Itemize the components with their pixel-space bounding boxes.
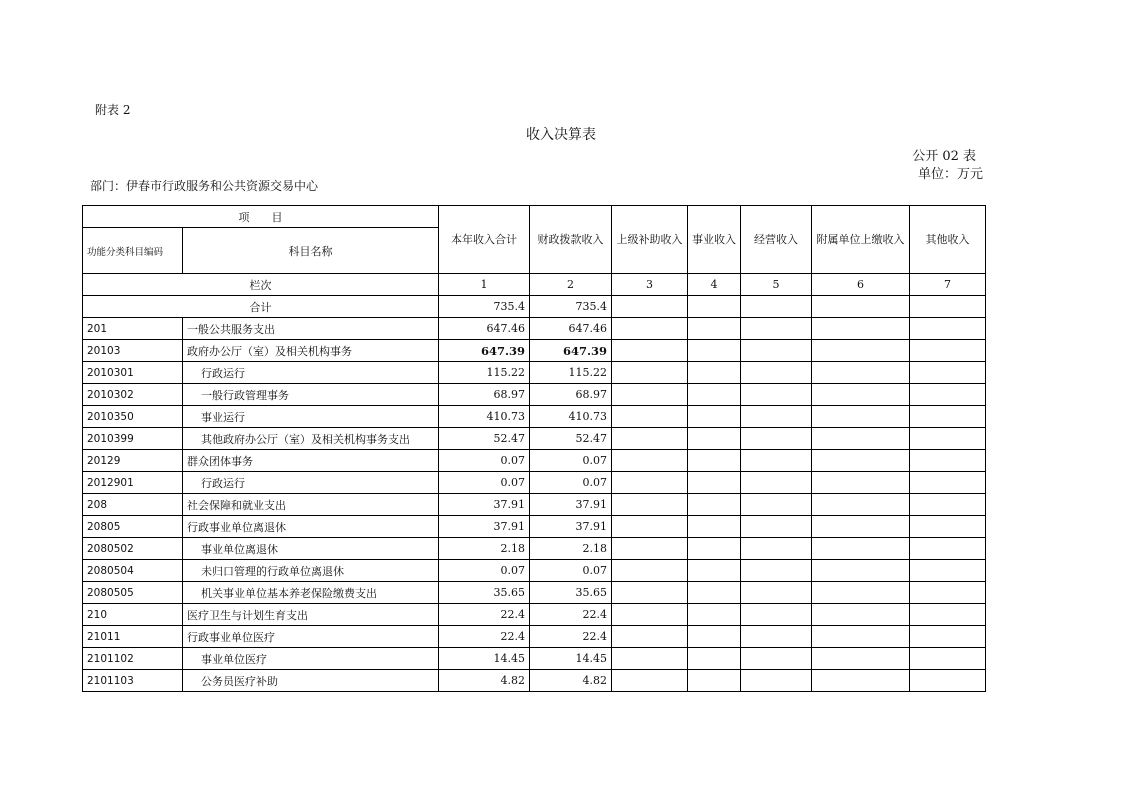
- empty-cell: [812, 472, 910, 494]
- empty-cell: [741, 318, 812, 340]
- empty-cell: [741, 604, 812, 626]
- header-item: 项 目: [83, 206, 439, 228]
- row-name: 事业单位离退休: [183, 538, 439, 560]
- empty-cell: [910, 318, 986, 340]
- empty-cell: [741, 362, 812, 384]
- row-code: 2010302: [83, 384, 183, 406]
- empty-cell: [812, 648, 910, 670]
- empty-cell: [910, 560, 986, 582]
- empty-cell: [741, 516, 812, 538]
- header-total: 本年收入合计: [439, 206, 530, 274]
- row-name: 公务员医疗补助: [183, 670, 439, 692]
- header-superior: 上级补助收入: [612, 206, 688, 274]
- empty-cell: [812, 604, 910, 626]
- empty-cell: [910, 494, 986, 516]
- empty-cell: [612, 318, 688, 340]
- row-code: 210: [83, 604, 183, 626]
- row-code: 21011: [83, 626, 183, 648]
- row-total: 52.47: [439, 428, 530, 450]
- row-fiscal: 647.39: [530, 340, 612, 362]
- empty-cell: [688, 670, 741, 692]
- table-row: [83, 582, 986, 604]
- empty-cell: [612, 494, 688, 516]
- empty-cell: [910, 648, 986, 670]
- row-total: 14.45: [439, 648, 530, 670]
- row-name: 政府办公厅（室）及相关机构事务: [183, 340, 439, 362]
- empty-cell: [812, 670, 910, 692]
- header-code: 功能分类科目编码: [83, 228, 183, 274]
- empty-cell: [688, 516, 741, 538]
- empty-cell: [812, 406, 910, 428]
- header-business: 事业收入: [688, 206, 741, 274]
- empty-cell: [612, 604, 688, 626]
- row-code: 2010399: [83, 428, 183, 450]
- empty-cell: [812, 428, 910, 450]
- table-row: [83, 648, 986, 670]
- row-code: 2101103: [83, 670, 183, 692]
- table-row: [83, 406, 986, 428]
- empty-cell: [741, 538, 812, 560]
- row-name: 一般公共服务支出: [183, 318, 439, 340]
- empty-cell: [612, 626, 688, 648]
- table-row: [83, 340, 986, 362]
- table-row: [83, 494, 986, 516]
- row-name: 行政事业单位医疗: [183, 626, 439, 648]
- row-fiscal: 37.91: [530, 516, 612, 538]
- empty-cell: [910, 538, 986, 560]
- empty-cell: [612, 428, 688, 450]
- empty-cell: [612, 340, 688, 362]
- empty-cell: [612, 538, 688, 560]
- column-no: 5: [741, 274, 812, 296]
- department-label: 部门：伊春市行政服务和公共资源交易中心: [90, 179, 319, 193]
- row-code: 20129: [83, 450, 183, 472]
- row-name: 行政运行: [183, 472, 439, 494]
- row-code: 2101102: [83, 648, 183, 670]
- table-row: [83, 428, 986, 450]
- row-fiscal: 22.4: [530, 604, 612, 626]
- column-no: 2: [530, 274, 612, 296]
- empty-cell: [612, 362, 688, 384]
- empty-cell: [612, 516, 688, 538]
- empty-cell: [741, 406, 812, 428]
- empty-cell: [741, 494, 812, 516]
- empty-cell: [741, 428, 812, 450]
- table-row: [83, 604, 986, 626]
- empty-cell: [688, 626, 741, 648]
- empty-cell: [688, 648, 741, 670]
- row-total: 37.91: [439, 516, 530, 538]
- row-code: 201: [83, 318, 183, 340]
- empty-cell: [812, 362, 910, 384]
- row-name: 事业单位医疗: [183, 648, 439, 670]
- total-fiscal: 735.4: [530, 296, 612, 318]
- empty-cell: [812, 384, 910, 406]
- attachment-label: 附表 2: [95, 103, 131, 117]
- row-code: 2080504: [83, 560, 183, 582]
- table-row: [83, 384, 986, 406]
- empty-cell: [688, 472, 741, 494]
- row-total: 647.39: [439, 340, 530, 362]
- header-affiliated: 附属单位上缴收入: [812, 206, 910, 274]
- row-fiscal: 0.07: [530, 560, 612, 582]
- empty-cell: [612, 648, 688, 670]
- row-name: 机关事业单位基本养老保险缴费支出: [183, 582, 439, 604]
- empty-cell: [741, 560, 812, 582]
- empty-cell: [910, 428, 986, 450]
- row-total: 35.65: [439, 582, 530, 604]
- row-name: 医疗卫生与计划生育支出: [183, 604, 439, 626]
- empty-cell: [741, 384, 812, 406]
- row-code: 2012901: [83, 472, 183, 494]
- row-code: 208: [83, 494, 183, 516]
- row-name: 行政事业单位离退休: [183, 516, 439, 538]
- header-other: 其他收入: [910, 206, 986, 274]
- table-row: [83, 472, 986, 494]
- row-fiscal: 410.73: [530, 406, 612, 428]
- table-row: [83, 318, 986, 340]
- row-total: 0.07: [439, 472, 530, 494]
- empty-cell: [741, 648, 812, 670]
- page-title: 收入决算表: [526, 127, 596, 143]
- empty-cell: [812, 450, 910, 472]
- empty-cell: [612, 560, 688, 582]
- column-no-label: 栏次: [83, 274, 439, 296]
- row-total: 22.4: [439, 626, 530, 648]
- table-row: [83, 670, 986, 692]
- row-code: 20805: [83, 516, 183, 538]
- row-fiscal: 22.4: [530, 626, 612, 648]
- form-number: 公开 02 表: [912, 149, 976, 164]
- total-amount: 735.4: [439, 296, 530, 318]
- table-row: [83, 538, 986, 560]
- empty-cell: [812, 538, 910, 560]
- empty-cell: [612, 450, 688, 472]
- row-name: 其他政府办公厅（室）及相关机构事务支出: [183, 428, 439, 450]
- table-row: [83, 560, 986, 582]
- row-total: 2.18: [439, 538, 530, 560]
- empty-cell: [741, 626, 812, 648]
- empty-cell: [812, 516, 910, 538]
- row-fiscal: 14.45: [530, 648, 612, 670]
- table-row: [83, 450, 986, 472]
- row-total: 410.73: [439, 406, 530, 428]
- row-name: 一般行政管理事务: [183, 384, 439, 406]
- empty-cell: [812, 560, 910, 582]
- empty-cell: [812, 318, 910, 340]
- empty-cell: [910, 472, 986, 494]
- row-total: 0.07: [439, 450, 530, 472]
- column-no: 4: [688, 274, 741, 296]
- empty-cell: [688, 362, 741, 384]
- empty-cell: [910, 626, 986, 648]
- empty-cell: [910, 406, 986, 428]
- empty-cell: [612, 472, 688, 494]
- empty-cell: [910, 340, 986, 362]
- row-total: 37.91: [439, 494, 530, 516]
- income-table: [82, 205, 986, 692]
- column-no: 1: [439, 274, 530, 296]
- empty-cell: [910, 670, 986, 692]
- row-name: 事业运行: [183, 406, 439, 428]
- header-operating: 经营收入: [741, 206, 812, 274]
- row-name: 社会保障和就业支出: [183, 494, 439, 516]
- empty-cell: [688, 538, 741, 560]
- column-no: 3: [612, 274, 688, 296]
- empty-cell: [910, 384, 986, 406]
- row-fiscal: 2.18: [530, 538, 612, 560]
- row-code: 2080505: [83, 582, 183, 604]
- empty-cell: [741, 582, 812, 604]
- table-row: [83, 362, 986, 384]
- row-name: 群众团体事务: [183, 450, 439, 472]
- empty-cell: [910, 362, 986, 384]
- empty-cell: [612, 406, 688, 428]
- empty-cell: [812, 340, 910, 362]
- empty-cell: [688, 560, 741, 582]
- row-fiscal: 35.65: [530, 582, 612, 604]
- row-code: 2080502: [83, 538, 183, 560]
- empty-cell: [688, 450, 741, 472]
- empty-cell: [910, 582, 986, 604]
- empty-cell: [688, 340, 741, 362]
- header-name: 科目名称: [183, 228, 439, 274]
- row-fiscal: 647.46: [530, 318, 612, 340]
- empty-cell: [688, 604, 741, 626]
- row-total: 115.22: [439, 362, 530, 384]
- row-code: 2010350: [83, 406, 183, 428]
- empty-cell: [741, 670, 812, 692]
- empty-cell: [688, 494, 741, 516]
- empty-cell: [812, 494, 910, 516]
- empty-cell: [612, 670, 688, 692]
- row-total: 0.07: [439, 560, 530, 582]
- row-name: 行政运行: [183, 362, 439, 384]
- row-fiscal: 115.22: [530, 362, 612, 384]
- row-code: 2010301: [83, 362, 183, 384]
- row-fiscal: 68.97: [530, 384, 612, 406]
- empty-cell: [910, 516, 986, 538]
- empty-cell: [910, 604, 986, 626]
- row-total: 4.82: [439, 670, 530, 692]
- row-total: 22.4: [439, 604, 530, 626]
- column-no: 6: [812, 274, 910, 296]
- total-label: 合计: [83, 296, 439, 318]
- empty-cell: [612, 582, 688, 604]
- row-fiscal: 4.82: [530, 670, 612, 692]
- row-name: 未归口管理的行政单位离退休: [183, 560, 439, 582]
- empty-cell: [688, 582, 741, 604]
- empty-cell: [741, 450, 812, 472]
- row-fiscal: 0.07: [530, 472, 612, 494]
- row-total: 647.46: [439, 318, 530, 340]
- empty-cell: [612, 384, 688, 406]
- row-fiscal: 52.47: [530, 428, 612, 450]
- empty-cell: [688, 318, 741, 340]
- empty-cell: [688, 406, 741, 428]
- empty-cell: [910, 450, 986, 472]
- unit-label: 单位：万元: [917, 167, 983, 182]
- empty-cell: [688, 428, 741, 450]
- empty-cell: [688, 384, 741, 406]
- header-fiscal: 财政拨款收入: [530, 206, 612, 274]
- empty-cell: [812, 582, 910, 604]
- empty-cell: [741, 340, 812, 362]
- column-no: 7: [910, 274, 986, 296]
- table-row: [83, 626, 986, 648]
- empty-cell: [812, 626, 910, 648]
- row-fiscal: 37.91: [530, 494, 612, 516]
- row-code: 20103: [83, 340, 183, 362]
- empty-cell: [741, 472, 812, 494]
- row-total: 68.97: [439, 384, 530, 406]
- row-fiscal: 0.07: [530, 450, 612, 472]
- table-row: [83, 516, 986, 538]
